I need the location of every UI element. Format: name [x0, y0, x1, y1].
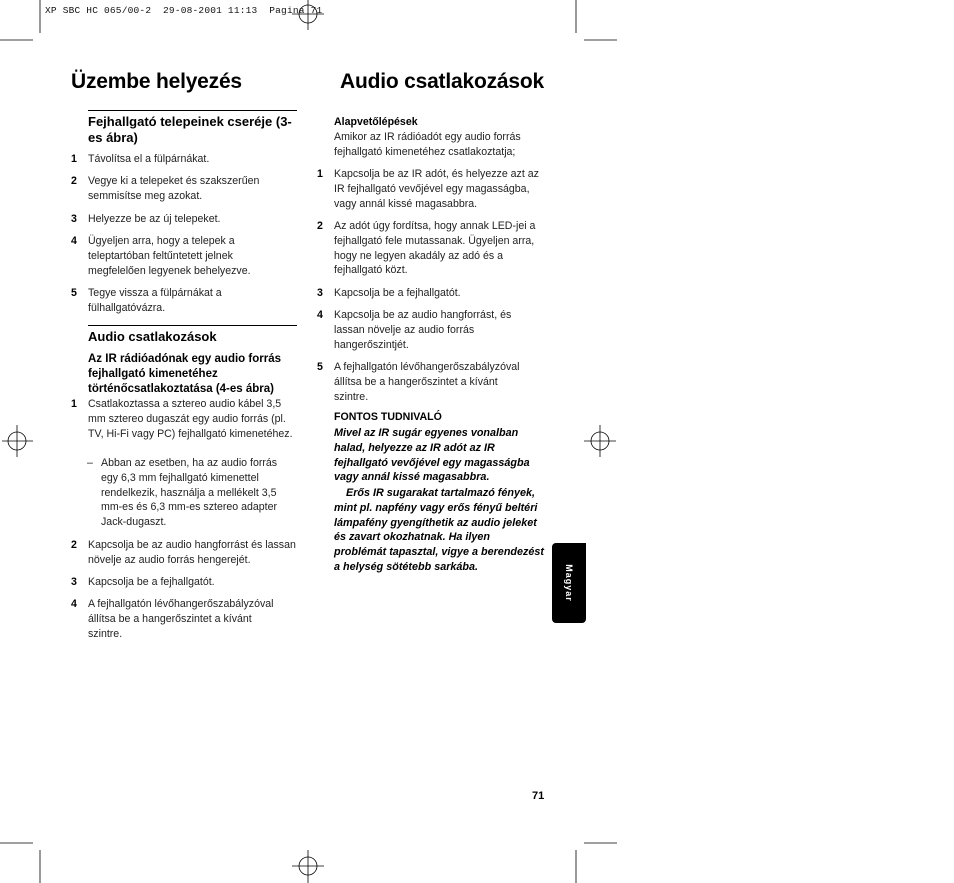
print-slug: XP SBC HC 065/00-2 29-08-2001 11:13 Pagina 71	[45, 5, 323, 16]
notice-paragraph: Erős IR sugarakat tartalmazó fények, mint pl. napfény vagy erős fényű beltéri lámpafény gyengíthetik az audio jeleket és zavart okozhatnak. Ha ilyen problémát tapasztal, vigye a berendezést a helység sötétebb sarkába.	[334, 487, 545, 573]
registration-mark-bottom	[292, 850, 324, 883]
list-item: 5 Tegye vissza a fülpárnákat a fülhallgatóvázra.	[71, 287, 222, 314]
language-tab-label: Magyar	[564, 564, 574, 602]
section-rule	[88, 325, 297, 326]
list-subitem: – Abban az esetben, ha az audio forrás egy 6,3 mm fejhallgató kimenettel rendelkezik, használja a mellékelt 3,5 mm-es és 6,3 mm-es sztereo adapter Jack-dugaszt.	[87, 457, 278, 529]
page-number: 71	[532, 790, 545, 802]
list-item: 5 A fejhallgatón lévőhangerőszabályzóval állítsa be a hangerőszintet a kívánt szintre.	[317, 361, 520, 403]
registration-mark-right	[584, 425, 616, 457]
list-item: 3 Kapcsolja be a fejhallgatót.	[71, 576, 215, 588]
notice-paragraph: Mivel az IR sugár egyenes vonalban halad, helyezze az IR adót az IR fejhallgató vevőjével egy magasságba vagy annál kissé magasabbra.	[334, 427, 530, 484]
list-item: 1 Csatlakoztassa a sztereo audio kábel 3,5 mm sztereo dugaszát egy audio forrás (pl. TV, Hi-Fi vagy PC) fejhallgató kimenetéhez.	[71, 398, 293, 440]
section-rule	[88, 110, 297, 111]
page-heading-left: Üzembe helyezés	[71, 70, 242, 93]
section-title-audio: Audio csatlakozások	[88, 329, 217, 344]
list-item: 4 A fejhallgatón lévőhangerőszabályzóval állítsa be a hangerőszintet a kívánt szintre.	[71, 598, 274, 640]
list-item: 4 Kapcsolja be az audio hangforrást, és lassan növelje az audio forrás hangerőszintjét.	[317, 309, 512, 351]
list-item: 4 Ügyeljen arra, hogy a telepek a teleptartóban feltűntetett jelnek megfelelően legyenek behelyezve.	[71, 235, 251, 277]
section-title-battery: Fejhallgató telepeinek cseréje (3-es ábra)	[88, 114, 292, 145]
intro-text: Amikor az IR rádióadót egy audio forrás fejhallgató kimenetéhez csatlakoztatja;	[334, 131, 521, 158]
list-item: 2 Kapcsolja be az audio hangforrást és lassan növelje az audio forrás hengerejét.	[71, 539, 296, 566]
language-tab	[552, 543, 586, 623]
registration-mark-left	[2, 425, 33, 457]
list-item: 2 Az adót úgy fordítsa, hogy annak LED-jei a fejhallgató fele mutassanak. Ügyeljen arra, hogy ne legyen akadály az adó és a fejhallgató közt.	[317, 220, 536, 277]
subheading: Alapvetőlépések	[334, 116, 418, 128]
page-heading-right: Audio csatlakozások	[340, 70, 544, 93]
list-item: 2 Vegye ki a telepeket és szakszerűen semmisítse meg azokat.	[71, 175, 260, 202]
list-item: 3 Helyezze be az új telepeket.	[71, 213, 221, 225]
list-item: 1 Távolítsa el a fülpárnákat.	[71, 153, 210, 165]
section-intro: Az IR rádióadónak egy audio forrás fejhallgató kimenetéhez történőcsatlakoztatása (4-es ábra)	[88, 353, 281, 395]
notice-title: FONTOS TUDNIVALÓ	[334, 411, 442, 423]
list-item: 1 Kapcsolja be az IR adót, és helyezze azt az IR fejhallgató vevőjével egy magasságba, vagy annál kissé magasabbra.	[317, 168, 539, 210]
list-item: 3 Kapcsolja be a fejhallgatót.	[317, 287, 461, 299]
